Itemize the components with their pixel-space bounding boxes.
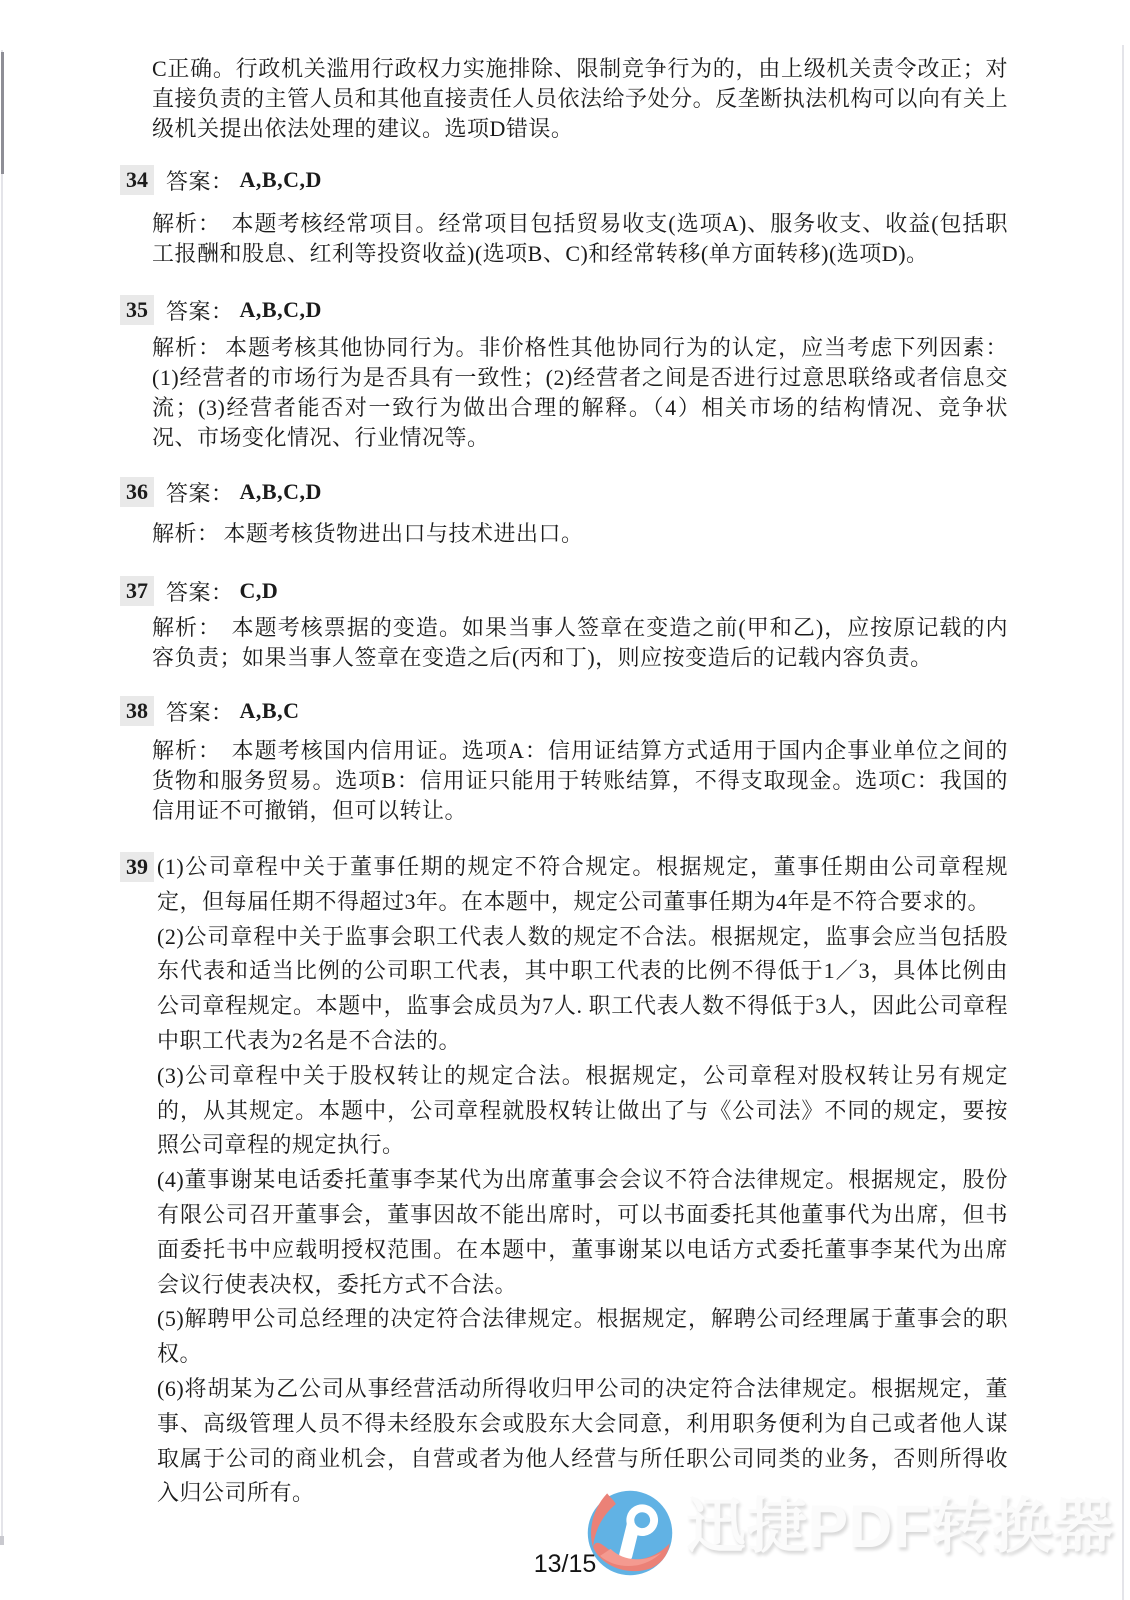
answer-value: A,B,C,D [239,297,322,322]
left-page-edge-stub [0,1536,4,1545]
question-39-item-6: (6)将胡某为乙公司从事经营活动所得收归甲公司的决定符合法律规定。根据规定，董事、高级管理人员不得未经股东会或股东大会同意，利用职务便利为自己或者他人谋取属于公司的商业机会，自营或者为他人经营与所任职公司同类的业务，否则所得收入归公司所有。 [157,1375,1008,1506]
answer-label: 答案： [166,298,234,324]
left-page-edge-line [1,50,3,1543]
right-page-edge-line [1122,45,1124,1600]
question-number-badge: 34 [120,165,154,195]
analysis-label: 解析： [152,615,222,640]
question-35-answer-row [120,295,322,325]
question-36-answer-row [120,477,322,507]
analysis-text: 本题考核经常项目。经常项目包括贸易收支(选项A)、服务收支、收益(包括职工报酬和股息、红利等投资收益)(选项B、C)和经常转移(单方面转移)(选项D)。 [152,211,1008,266]
question-39-item-3: (3)公司章程中关于股权转让的规定合法。根据规定，公司章程对股权转让另有规定的，从其规定。本题中，公司章程就股权转让做出了与《公司法》不同的规定，要按照公司章程的规定执行。 [157,1062,1008,1158]
analysis-text: 本题考核货物进出口与技术进出口。 [223,521,584,546]
question-34-analysis [152,209,1008,269]
answer-value: A,B,C,D [239,479,322,504]
question-37-answer-row [120,576,278,606]
question-35-analysis [152,333,1008,453]
analysis-label: 解析： [152,738,222,763]
analysis-text: 本题考核国内信用证。选项A：信用证结算方式适用于国内企事业单位之间的货物和服务贸易。选项B：信用证只能用于转账结算，不得支取现金。选项C：我国的信用证不可撤销，但可以转让。 [152,738,1008,823]
question-number-badge: 37 [120,576,154,606]
question-number-badge: 39 [120,852,154,882]
analysis-label: 解析： [152,335,222,360]
question-38-answer-row [120,696,299,726]
question-39-number-row [120,852,154,882]
question-39-item-5: (5)解聘甲公司总经理的决定符合法律规定。根据规定，解聘公司经理属于董事会的职权。 [157,1306,1008,1367]
question-number-badge: 36 [120,477,154,507]
question-39-block [157,850,1008,1511]
analysis-text: 本题考核其他协同行为。非价格性其他协同行为的认定，应当考虑下列因素：(1)经营者的市场行为是否具有一致性；(2)经营者之间是否进行过意思联络或者信息交流；(3)经营者能否对一致行为做出合理的解释。（4）相关市场的结构情况、竞争状况、市场变化情况、行业情况等。 [152,335,1008,450]
answer-label: 答案： [166,699,234,725]
answer-label: 答案： [166,480,234,506]
answer-value: C,D [239,578,279,603]
question-38-analysis [152,736,1008,826]
answer-value: A,B,C [239,698,300,723]
watermark-text: 迅捷PDF转换器 [686,1493,1114,1560]
left-page-edge-dark-segment [1,52,4,174]
question-39-item-1: (1)公司章程中关于董事任期的规定不符合规定。根据规定，董事任期由公司章程规定，但每届任期不得超过3年。在本题中，规定公司董事任期为4年是不符合要求的。 [157,854,1008,914]
analysis-label: 解析： [152,521,220,546]
answer-value: A,B,C,D [239,167,322,192]
question-36-analysis [152,519,1008,549]
question-number-badge: 38 [120,696,154,726]
question-39-item-4: (4)董事谢某电话委托董事李某代为出席董事会会议不符合法律规定。根据规定，股份有限公司召开董事会，董事因故不能出席时，可以书面委托其他董事代为出席，但书面委托书中应载明授权范围。在本题中，董事谢某以电话方式委托董事李某代为出席会议行使表决权，委托方式不合法。 [157,1167,1008,1297]
analysis-label: 解析： [152,211,221,236]
continuation-paragraph: C正确。行政机关滥用行政权力实施排除、限制竞争行为的，由上级机关责令改正；对直接负责的主管人员和其他直接责任人员依法给予处分。反垄断执法机构可以向有关上级机关提出依法处理的建议。选项D错误。 [152,56,1008,141]
question-number-badge: 35 [120,295,154,325]
question-34-answer-row [120,165,322,195]
answer-label: 答案： [166,579,234,605]
answer-label: 答案： [166,168,234,194]
question-39-item-2: (2)公司章程中关于监事会职工代表人数的规定不合法。根据规定，监事会应当包括股东代表和适当比例的公司职工代表，其中职工代表的比例不得低于1／3，具体比例由公司章程规定。本题中，监事会成员为7人. 职工代表人数不得低于3人，因此公司章程中职工代表为2名是不合法的。 [157,923,1008,1053]
analysis-text: 本题考核票据的变造。如果当事人签章在变造之前(甲和乙)，应按原记载的内容负责；如果当事人签章在变造之后(丙和丁)，则应按变造后的记载内容负责。 [152,615,1008,670]
page-number: 13/15 [533,1550,597,1578]
question-37-analysis [152,613,1008,673]
